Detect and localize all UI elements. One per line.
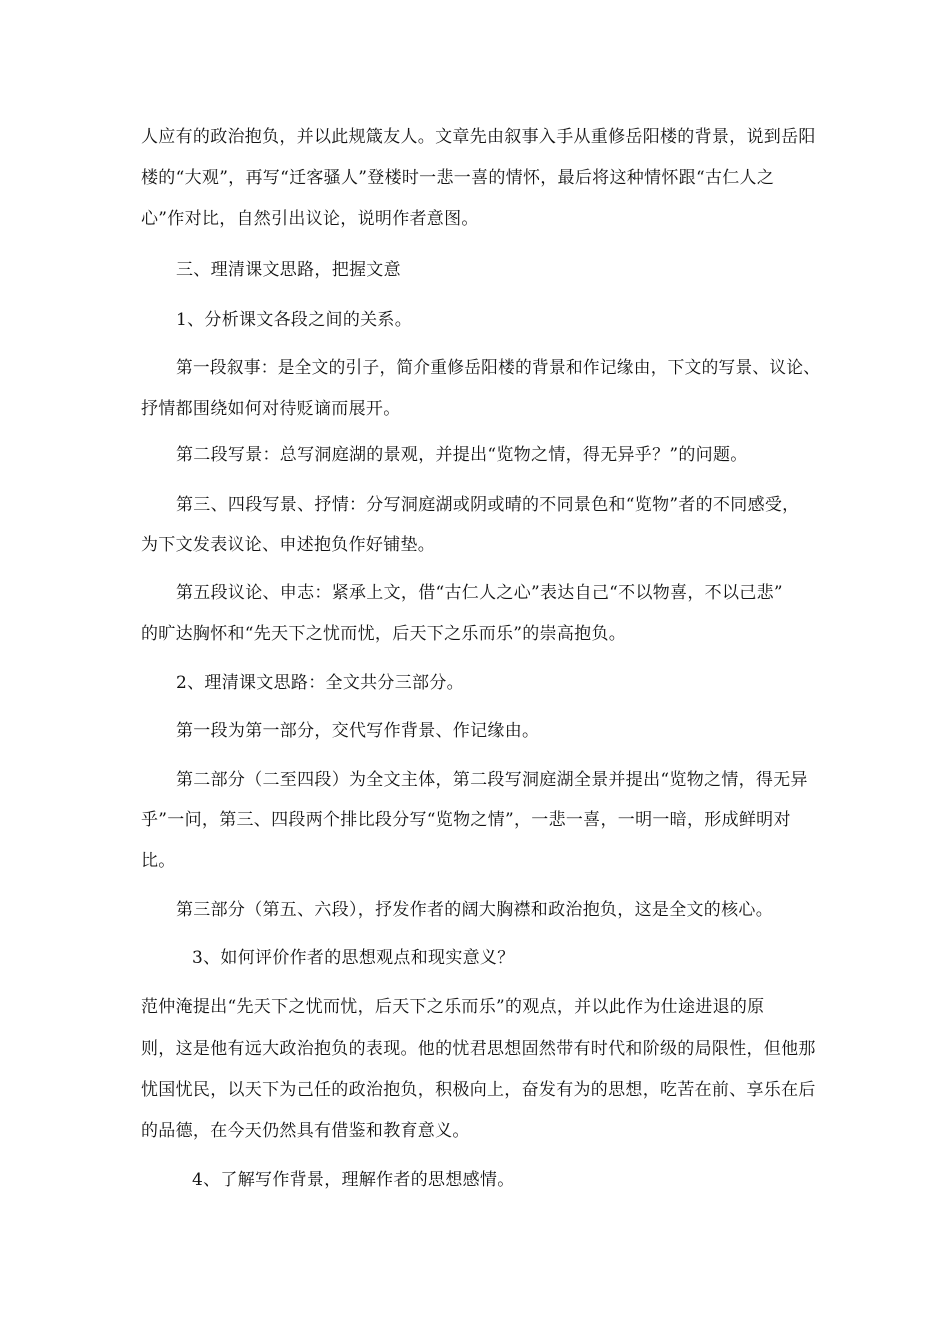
subsection-heading: 2、理清课文思路：全文共分三部分。 [176,673,464,693]
text-line: 的品德，在今天仍然具有借鉴和教育意义。 [141,1121,470,1141]
text-line: 抒情都围绕如何对待贬谪而展开。 [141,399,401,419]
text-line: 忧国忧民，以天下为己任的政治抱负，积极向上，奋发有为的思想，吃苦在前、享乐在后 [141,1080,816,1100]
text-line: 楼的“大观”，再写“迁客骚人”登楼时一悲一喜的情怀，最后将这种情怀跟“古仁人之 [141,168,775,188]
text-line: 第五段议论、申志：紧承上文，借“古仁人之心”表达自己“不以物喜，不以己悲” [176,583,783,603]
text-line: 心”作对比，自然引出议论，说明作者意图。 [141,209,479,229]
text-line: 人应有的政治抱负，并以此规箴友人。文章先由叙事入手从重修岳阳楼的背景，说到岳阳 [141,127,816,147]
text-line: 的旷达胸怀和“先天下之忧而忧，后天下之乐而乐”的崇高抱负。 [141,624,627,644]
text-line: 乎”一问，第三、四段两个排比段分写“览物之情”，一悲一喜，一明一暗，形成鲜明对 [141,810,791,830]
subsection-heading: 1、分析课文各段之间的关系。 [176,310,413,330]
text-line: 第三、四段写景、抒情：分写洞庭湖或阴或晴的不同景色和“览物”者的不同感受， [176,495,800,515]
text-line: 第二段写景：总写洞庭湖的景观，并提出“览物之情，得无异乎？”的问题。 [176,445,748,465]
text-line: 第二部分（二至四段）为全文主体，第二段写洞庭湖全景并提出“览物之情，得无异 [176,770,808,790]
text-line: 第一段叙事：是全文的引子，简介重修岳阳楼的背景和作记缘由，下文的写景、议论、 [176,358,821,378]
text-line: 比。 [141,851,176,871]
text-line: 范仲淹提出“先天下之忧而忧，后天下之乐而乐”的观点，并以此作为仕途进退的原 [141,997,765,1017]
subsection-heading: 3、如何评价作者的思想观点和现实意义？ [192,948,515,968]
text-line: 为下文发表议论、申述抱负作好铺垫。 [141,535,436,555]
subsection-heading: 4、了解写作背景，理解作者的思想感情。 [192,1170,515,1190]
text-line: 第一段为第一部分，交代写作背景、作记缘由。 [176,721,540,741]
text-line: 第三部分（第五、六段），抒发作者的阔大胸襟和政治抱负，这是全文的核心。 [176,900,773,920]
text-line: 则，这是他有远大政治抱负的表现。他的忧君思想固然带有时代和阶级的局限性，但他那 [141,1039,816,1059]
section-heading: 三、理清课文思路，把握文意 [176,260,401,280]
